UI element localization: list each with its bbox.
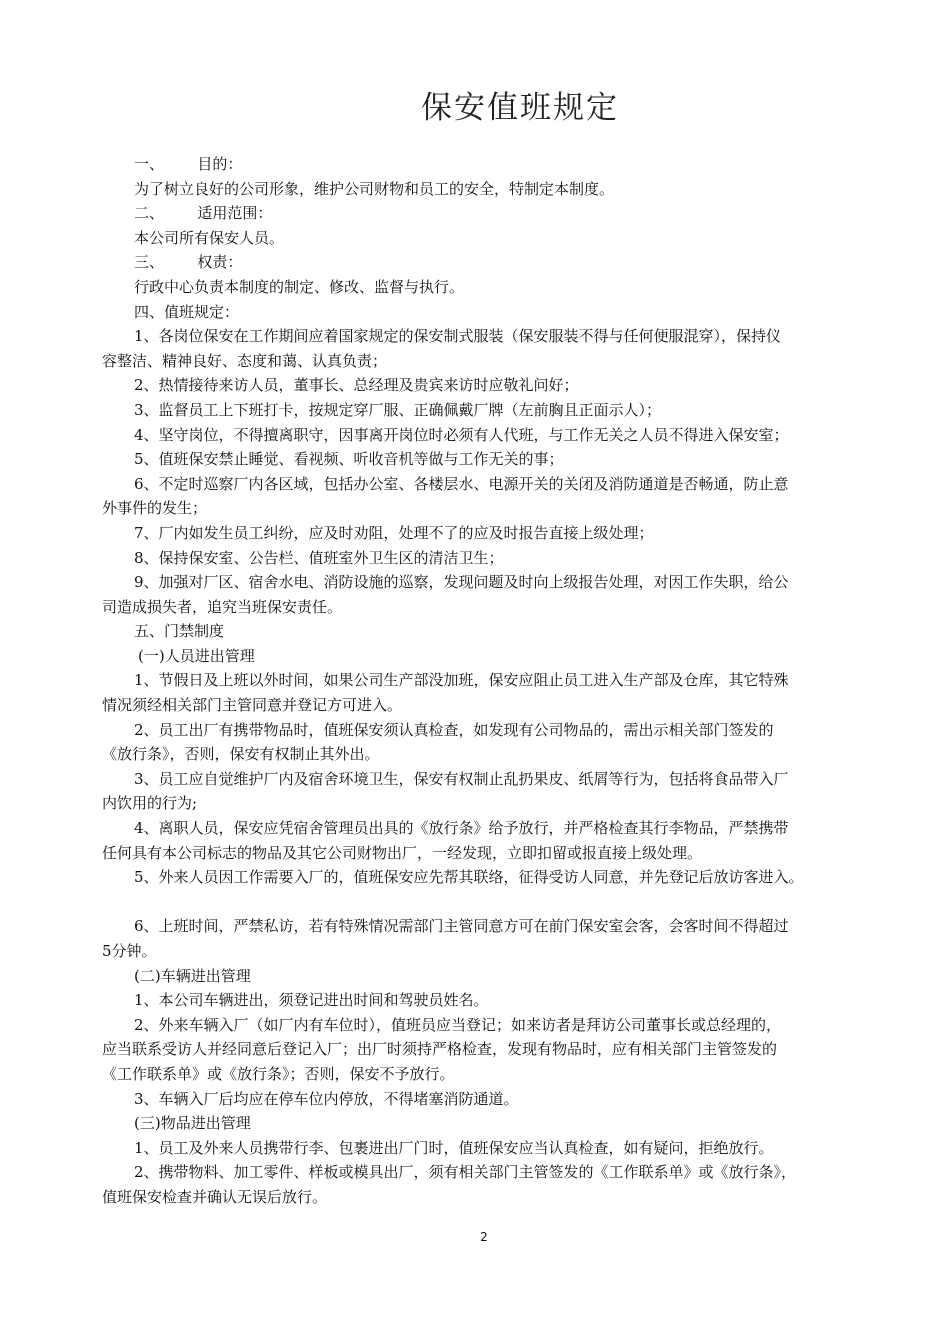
text-line: 9、加强对厂区、宿舍水电、消防设施的巡察，发现问题及时向上级报告处理，对因工作失职，给公 xyxy=(134,573,789,592)
text-line: 1、员工及外来人员携带行李、包裹进出厂门时，值班保安应当认真检查，如有疑问，拒绝放行。 xyxy=(134,1138,774,1157)
page-number: 2 xyxy=(480,1230,488,1244)
text-line: (一)人员进出管理 xyxy=(138,646,255,665)
text-line: 五、门禁制度 xyxy=(134,622,225,641)
text-line: 三、 权责： xyxy=(134,253,243,272)
text-line: (三)物品进出管理 xyxy=(134,1114,251,1133)
text-line: 任何具有本公司标志的物品及其它公司财物出厂，一经发现，立即扣留或报直接上级处理。 xyxy=(102,843,703,862)
text-line: 本公司所有保安人员。 xyxy=(134,228,285,247)
text-line: 1、各岗位保安在工作期间应着国家规定的保安制式服装（保安服装不得与任何便服混穿），保持仪 xyxy=(134,327,782,346)
text-line: 3、员工应自觉维护厂内及宿舍环境卫生，保安有权制止乱扔果皮、纸屑等行为，包括将食品带入厂 xyxy=(134,769,789,788)
text-line: 2、携带物料、加工零件、样板或模具出厂，须有相关部门主管签发的《工作联系单》或《放行条》， xyxy=(134,1163,797,1182)
text-line: 2、外来车辆入厂（如厂内有车位时），值班员应当登记；如来访者是拜访公司董事长或总经理的， xyxy=(134,1015,782,1034)
text-line: 《放行条》，否则，保安有权制止其外出。 xyxy=(102,745,380,764)
text-line: (二)车辆进出管理 xyxy=(134,966,251,985)
text-line: 3、车辆入厂后均应在停车位内停放，不得堵塞消防通道。 xyxy=(134,1089,519,1108)
text-line: 5分钟。 xyxy=(102,942,157,960)
text-line: 2、员工出厂有携带物品时，值班保安须认真检查，如发现有公司物品的，需出示相关部门签发的 xyxy=(134,720,774,739)
page-title: 保安值班规定 xyxy=(421,90,619,126)
text-line: 2、热情接待来访人员，董事长、总经理及贵宾来访时应敬礼问好； xyxy=(134,376,579,395)
text-line: 内饮用的行为; xyxy=(102,794,198,813)
text-line: 容整洁、精神良好、态度和蔼、认真负责； xyxy=(102,351,388,370)
text-line: 6、不定时巡察厂内各区域，包括办公室、各楼层水、电源开关的关闭及消防通道是否畅通，防止意 xyxy=(134,474,789,493)
text-line: 二、 适用范围： xyxy=(134,204,273,223)
text-line: 值班保安检查并确认无误后放行。 xyxy=(102,1187,328,1206)
text-line: 8、保持保安室、公告栏、值班室外卫生区的清洁卫生； xyxy=(134,548,504,567)
blank-line xyxy=(102,890,892,915)
text-line: 为了树立良好的公司形象，维护公司财物和员工的安全，特制定本制度。 xyxy=(134,179,615,198)
text-line: 情况须经相关部门主管同意并登记方可进入。 xyxy=(102,696,403,715)
text-line: 行政中心负责本制度的制定、修改、监督与执行。 xyxy=(134,277,465,296)
text-line: 4、离职人员，保安应凭宿舍管理员出具的《放行条》给予放行，并严格检查其行李物品，严禁携带 xyxy=(134,819,789,838)
text-line: 4、坚守岗位，不得擅离职守，因事离开岗位时必须有人代班，与工作无关之人员不得进入保安室； xyxy=(134,425,789,444)
text-line: 6、上班时间，严禁私访，若有特殊情况需部门主管同意方可在前门保安室会客，会客时间不得超过 xyxy=(134,917,789,936)
text-line: 5、外来人员因工作需要入厂的，值班保安应先帮其联络，征得受访人同意，并先登记后放访客进入。 xyxy=(134,868,804,887)
text-line: 《工作联系单》或《放行条》；否则，保安不予放行。 xyxy=(102,1064,455,1083)
text-line: 3、监督员工上下班打卡，按规定穿厂服、正确佩戴厂牌（左前胸且正面示人）； xyxy=(134,400,662,419)
text-line: 1、节假日及上班以外时间，如果公司生产部没加班，保安应阻止员工进入生产部及仓库，其它特殊 xyxy=(134,671,789,690)
text-line: 外事件的发生； xyxy=(102,499,208,518)
text-line: 四、值班规定： xyxy=(134,302,240,321)
text-line: 应当联系受访人并经同意后登记入厂；出厂时须持严格检查，发现有物品时，应有相关部门主管签发的 xyxy=(102,1040,778,1059)
text-line: 7、厂内如发生员工纠纷，应及时劝阻，处理不了的应及时报告直接上级处理； xyxy=(134,523,654,542)
document-body xyxy=(102,152,892,1210)
text-line: 司造成损失者，追究当班保安责任。 xyxy=(102,597,343,616)
text-line: 一、 目的： xyxy=(134,155,243,173)
text-line: 5、值班保安禁止睡觉、看视频、听收音机等做与工作无关的事； xyxy=(134,450,564,469)
text-line: 1、本公司车辆进出，须登记进出时间和驾驶员姓名。 xyxy=(134,991,489,1010)
